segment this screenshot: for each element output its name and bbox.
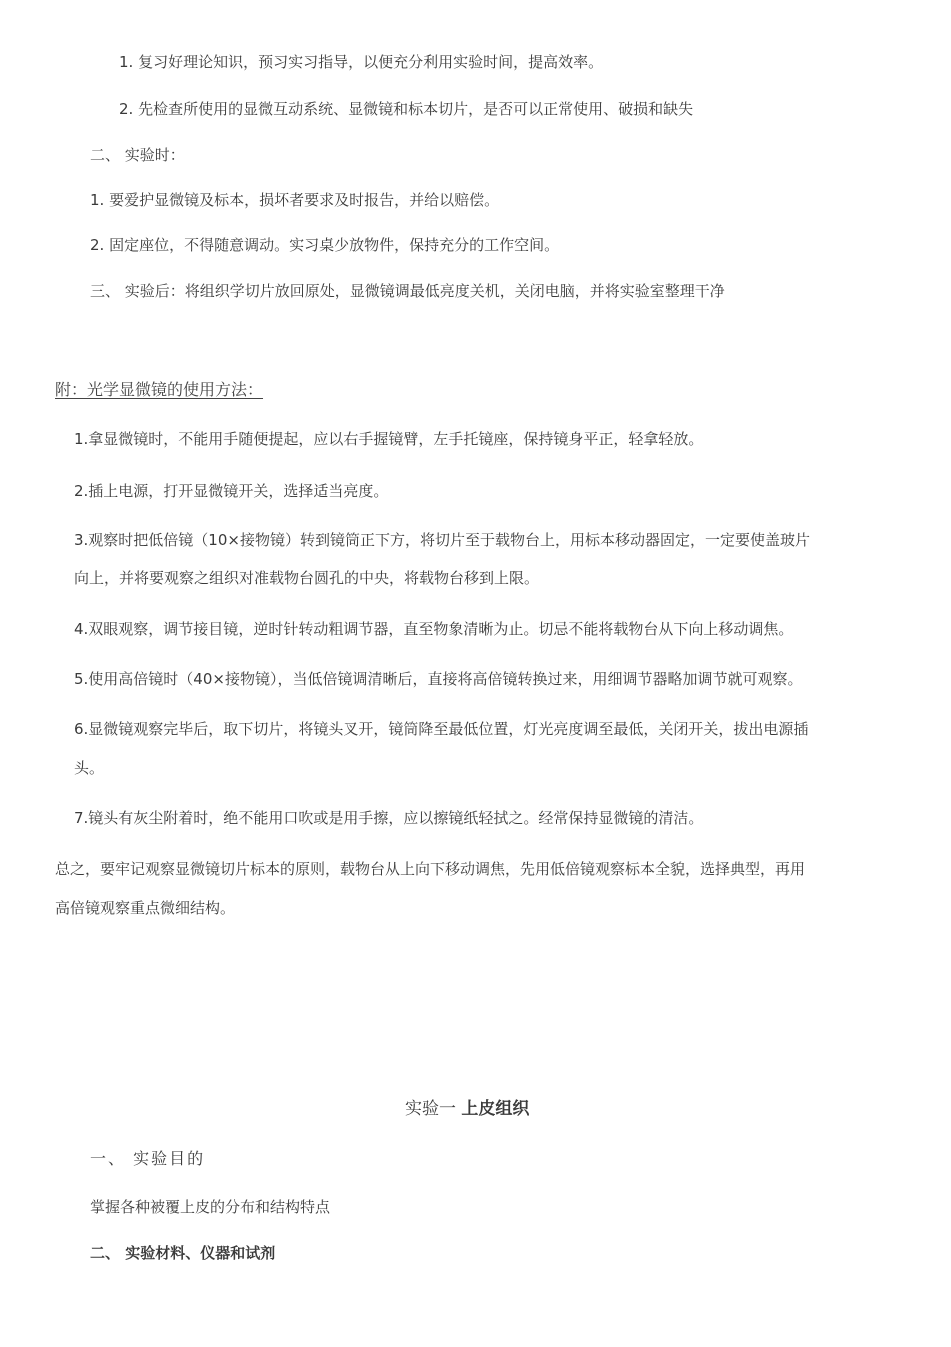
appendix-step-2: 2.插上电源，打开显微镜开关，选择适当亮度。 bbox=[74, 482, 389, 500]
before-item-2: 2. 先检查所使用的显微互动系统、显微镜和标本切片，是否可以正常使用、破损和缺失 bbox=[119, 100, 694, 118]
during-item-2: 2. 固定座位，不得随意调动。实习桌少放物件，保持充分的工作空间。 bbox=[90, 236, 560, 254]
chapter-title bbox=[405, 1098, 529, 1120]
appendix-step-4: 4.双眼观察，调节接目镜，逆时针转动粗调节器，直至物象清晰为止。切忌不能将载物台从下向上移动调焦。 bbox=[74, 620, 794, 638]
appendix-step-6-line-2: 头。 bbox=[74, 759, 105, 777]
before-item-1: 1. 复习好理论知识，预习实习指导，以便充分利用实验时间，提高效率。 bbox=[119, 53, 604, 71]
appendix-title: 附：光学显微镜的使用方法： bbox=[55, 380, 264, 399]
chapter-title-main: 上皮组织 bbox=[461, 1099, 530, 1119]
summary-line-1: 总之，要牢记观察显微镜切片标本的原则，载物台从上向下移动调焦，先用低倍镜观察标本全貌，选择典型，再用 bbox=[55, 860, 806, 878]
section-1-heading: 一、 实验目的 bbox=[90, 1149, 206, 1168]
appendix-step-1: 1.拿显微镜时，不能用手随便提起，应以右手握镜臂，左手托镜座，保持镜身平正，轻拿轻放。 bbox=[74, 430, 704, 448]
after-heading: 三、 实验后：将组织学切片放回原处，显微镜调最低亮度关机，关闭电脑，并将实验室整理干净 bbox=[90, 282, 725, 300]
appendix-step-3-line-2: 向上，并将要观察之组织对准载物台圆孔的中央，将载物台移到上限。 bbox=[74, 569, 540, 587]
section-1-text: 掌握各种被覆上皮的分布和结构特点 bbox=[90, 1198, 331, 1216]
summary-line-2: 高倍镜观察重点微细结构。 bbox=[55, 899, 236, 917]
appendix-step-5: 5.使用高倍镜时（40×接物镜），当低倍镜调清晰后，直接将高倍镜转换过来，用细调节器略加调节就可观察。 bbox=[74, 670, 803, 688]
appendix-step-6-line-1: 6.显微镜观察完毕后，取下切片，将镜头叉开，镜筒降至最低位置，灯光亮度调至最低，关闭开关，拔出电源插 bbox=[74, 720, 809, 738]
appendix-step-3-line-1: 3.观察时把低倍镜（10×接物镜）转到镜筒正下方，将切片至于载物台上，用标本移动器固定，一定要使盖玻片 bbox=[74, 531, 810, 549]
during-item-1: 1. 要爱护显微镜及标本，损坏者要求及时报告，并给以赔偿。 bbox=[90, 191, 500, 209]
chapter-title-prefix: 实验一 bbox=[405, 1099, 462, 1119]
during-heading: 二、 实验时： bbox=[90, 146, 185, 164]
section-2-heading: 二、 实验材料、仪器和试剂 bbox=[90, 1244, 276, 1262]
appendix-step-7: 7.镜头有灰尘附着时，绝不能用口吹或是用手擦，应以擦镜纸轻拭之。经常保持显微镜的清洁。 bbox=[74, 809, 704, 827]
